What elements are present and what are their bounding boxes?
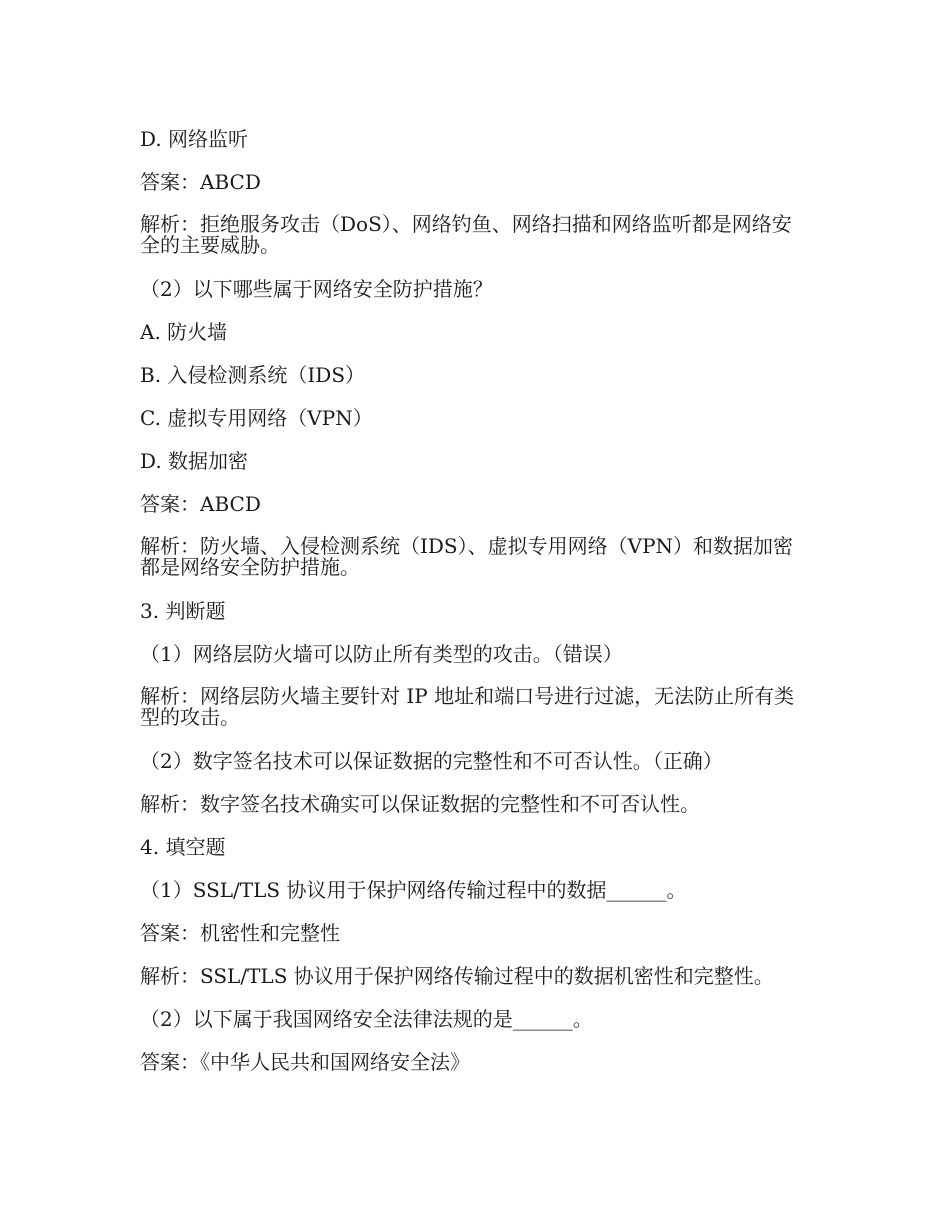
question-line: （1）网络层防火墙可以防止所有类型的攻击。（错误） — [140, 642, 623, 666]
answer-line: 答案：ABCD — [140, 170, 261, 194]
analysis-line: 解析：SSL/TLS 协议用于保护网络传输过程中的数据机密性和完整性。 — [140, 964, 774, 988]
analysis-paragraph: 解析：拒绝服务攻击（DoS）、网络钓鱼、网络扫描和网络监听都是网络安全的主要威胁。 — [140, 212, 792, 257]
option-d-line: D. 网络监听 — [140, 127, 249, 151]
answer-line: 答案：《中华人民共和国网络安全法》 — [140, 1050, 470, 1074]
answer-line: 答案：机密性和完整性 — [140, 921, 340, 945]
option-d-line: D. 数据加密 — [140, 449, 249, 473]
question-line: （2）数字签名技术可以保证数据的完整性和不可否认性。（正确） — [140, 749, 723, 773]
question-line: （2）以下属于我国网络安全法律法规的是______。 — [140, 1007, 593, 1031]
question-line: （2）以下哪些属于网络安全防护措施？ — [140, 277, 493, 301]
option-b-line: B. 入侵检测系统（IDS） — [140, 363, 366, 387]
analysis-paragraph: 解析：网络层防火墙主要针对 IP 地址和端口号进行过滤，无法防止所有类型的攻击。 — [140, 684, 795, 729]
section-heading: 3. 判断题 — [140, 599, 226, 623]
answer-line: 答案：ABCD — [140, 492, 261, 516]
analysis-paragraph: 解析：防火墙、入侵检测系统（IDS）、虚拟专用网络（VPN）和数据加密都是网络安全防护措施。 — [140, 534, 794, 579]
question-line: （1）SSL/TLS 协议用于保护网络传输过程中的数据______。 — [140, 878, 687, 902]
section-heading: 4. 填空题 — [140, 835, 226, 859]
option-c-line: C. 虚拟专用网络（VPN） — [140, 406, 373, 430]
analysis-line: 解析：数字签名技术确实可以保证数据的完整性和不可否认性。 — [140, 792, 700, 816]
option-a-line: A. 防火墙 — [140, 320, 228, 344]
document-page — [140, 128, 810, 1094]
